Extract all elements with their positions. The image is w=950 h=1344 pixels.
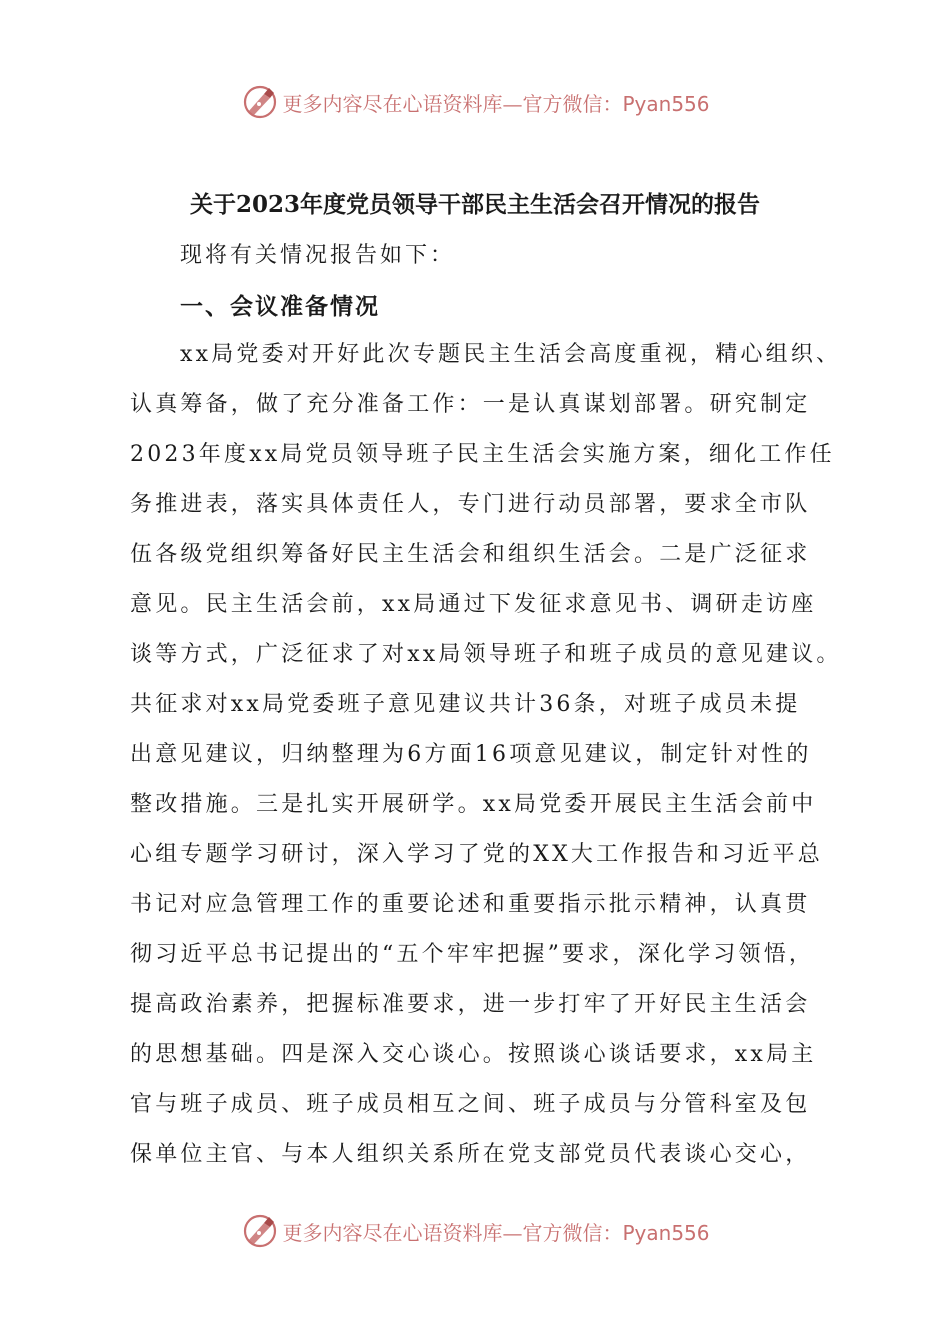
- paragraph-line: xx局党委对开好此次专题民主生活会高度重视，精心组织、: [180, 342, 842, 367]
- paragraph-line: 2023年度xx局党员领导班子民主生活会实施方案，细化工作任: [130, 442, 835, 467]
- paragraph-line: 书记对应急管理工作的重要论述和重要指示批示精神，认真贯: [130, 892, 811, 917]
- pen-nib-logo-icon: [240, 82, 280, 122]
- paragraph-line: 整改措施。三是扎实开展研学。xx局党委开展民主生活会前中: [130, 792, 817, 817]
- watermark-text: 更多内容尽在心语资料库—官方微信：Pyan556: [282, 1220, 710, 1245]
- pen-nib-logo-icon: [240, 1211, 280, 1251]
- paragraph-line: 伍各级党组织筹备好民主生活会和组织生活会。二是广泛征求: [130, 542, 811, 567]
- watermark-text: 更多内容尽在心语资料库—官方微信：Pyan556: [282, 91, 710, 116]
- paragraph-line: 官与班子成员、班子成员相互之间、班子成员与分管科室及包: [130, 1092, 811, 1117]
- body-paragraph: [130, 330, 850, 1180]
- paragraph-line: 彻习近平总书记提出的“五个牢牢把握”要求，深化学习领悟，: [130, 942, 815, 967]
- section-heading: 一、会议准备情况: [180, 293, 380, 320]
- watermark-banner-bottom: [0, 1209, 950, 1253]
- watermark-banner-top: [0, 80, 950, 124]
- paragraph-line: 共征求对xx局党委班子意见建议共计36条，对班子成员未提: [130, 692, 801, 717]
- paragraph-line: 保单位主官、与本人组织关系所在党支部党员代表谈心交心，: [130, 1142, 811, 1167]
- paragraph-line: 意见。民主生活会前，xx局通过下发征求意见书、调研走访座: [130, 592, 817, 617]
- wechat-id: Pyan556: [622, 1220, 710, 1245]
- wechat-id: Pyan556: [622, 91, 710, 116]
- paragraph-line: 心组专题学习研讨，深入学习了党的XX大工作报告和习近平总: [130, 842, 823, 867]
- paragraph-line: 的思想基础。四是深入交心谈心。按照谈心谈话要求，xx局主: [130, 1042, 817, 1067]
- paragraph-line: 提高政治素养，把握标准要求，进一步打牢了开好民主生活会: [130, 992, 811, 1017]
- paragraph-line: 务推进表，落实具体责任人，专门进行动员部署，要求全市队: [130, 492, 811, 517]
- paragraph-line: 谈等方式，广泛征求了对xx局领导班子和班子成员的意见建议。: [130, 642, 842, 667]
- paragraph-line: 出意见建议，归纳整理为6方面16项意见建议，制定针对性的: [130, 742, 812, 767]
- intro-text: 现将有关情况报告如下：: [180, 243, 456, 268]
- document-title: 关于2023年度党员领导干部民主生活会召开情况的报告: [189, 191, 760, 218]
- paragraph-line: 认真筹备，做了充分准备工作：一是认真谋划部署。研究制定: [130, 392, 811, 417]
